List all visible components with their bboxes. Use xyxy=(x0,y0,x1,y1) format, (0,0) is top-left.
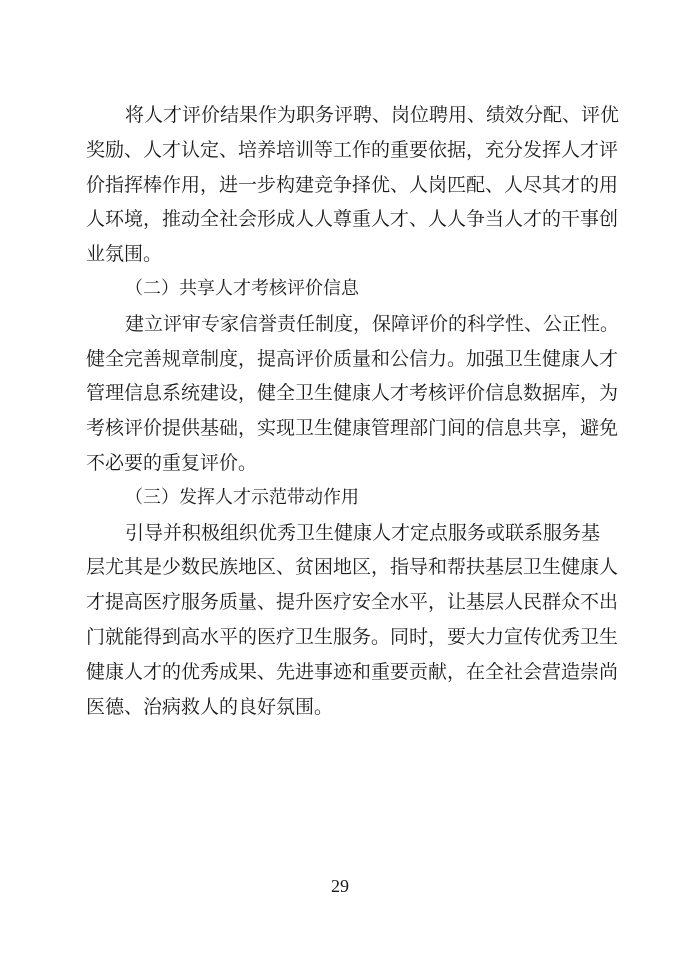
text-line: 管理信息系统建设，健全卫生健康人才考核评价信息数据库，为 xyxy=(86,382,619,405)
paragraph-demonstration xyxy=(86,516,619,725)
text-line: 不必要的重复评价。 xyxy=(86,451,258,474)
text-line: 将人才评价结果作为职务评聘、岗位聘用、绩效分配、评优 xyxy=(125,104,620,126)
text-line: 价指挥棒作用，进一步构建竞争择优、人岗匹配、人尽其才的用 xyxy=(86,173,619,196)
text-line: 人环境，推动全社会形成人人尊重人才、人人争当人才的干事创 xyxy=(86,208,619,231)
document-body xyxy=(86,98,620,724)
text-line: 奖励、人才认定、培养培训等工作的重要依据，充分发挥人才评 xyxy=(86,138,619,161)
text-line: 医德、治病救人的良好氛围。 xyxy=(86,695,334,718)
text-line: 门就能得到高水平的医疗卫生服务。同时，要大力宣传优秀卫生 xyxy=(86,625,619,648)
paragraph-share-info xyxy=(86,307,620,481)
text-line: 业氛围。 xyxy=(86,243,163,266)
page-number: 29 xyxy=(331,876,349,896)
text-line: 建立评审专家信誉责任制度，保障评价的科学性、公正性。 xyxy=(125,312,620,335)
section-heading-share-info: （二）共享人才考核评价信息 xyxy=(125,277,359,299)
text-line: 健全完善规章制度，提高评价质量和公信力。加强卫生健康人才 xyxy=(86,347,619,370)
text-line: 才提高医疗服务质量、提升医疗安全水平，让基层人民群众不出 xyxy=(86,591,619,614)
paragraph-evaluation-results xyxy=(86,98,620,272)
text-line: 考核评价提供基础，实现卫生健康管理部门间的信息共享，避免 xyxy=(86,417,619,440)
text-line: 层尤其是少数民族地区、贫困地区，指导和帮扶基层卫生健康人 xyxy=(86,556,619,579)
text-line: 引导并积极组织优秀卫生健康人才定点服务或联系服务基 xyxy=(125,521,601,544)
text-line: 健康人才的优秀成果、先进事迹和重要贡献，在全社会营造崇尚 xyxy=(86,660,619,683)
section-heading-demonstration: （三）发挥人才示范带动作用 xyxy=(125,486,359,508)
